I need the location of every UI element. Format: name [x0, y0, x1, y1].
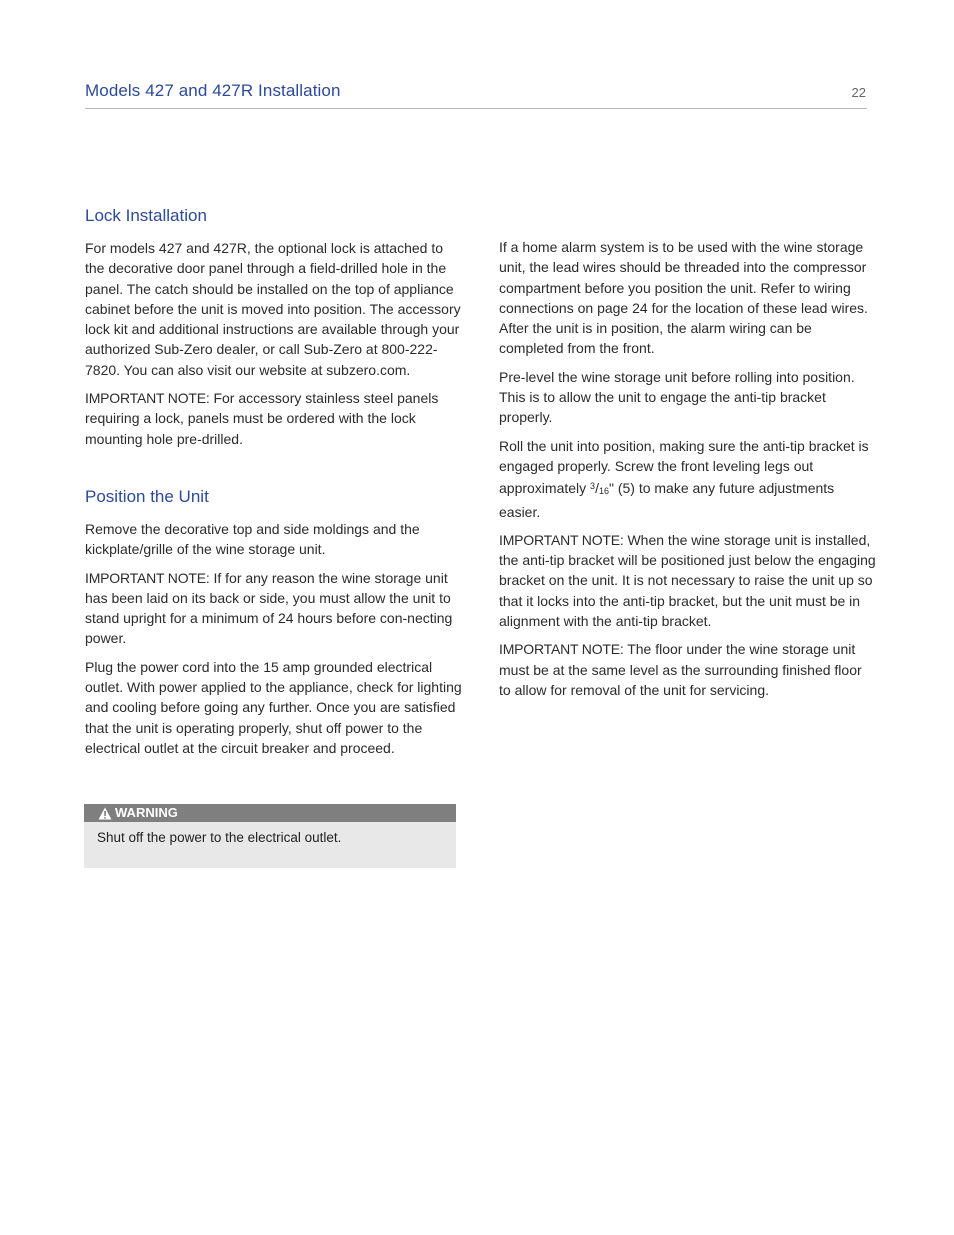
fraction-denominator: 16 [598, 486, 609, 497]
important-note-label: IMPORTANT NOTE: [499, 641, 624, 658]
alarm-paragraph: If a home alarm system is to be used with the wine storage unit, the lead wires should be threaded into the compressor compartment before you position the unit. Refer to wiring connections on page 24 for the location of these lead wires. After the unit is in position, the alarm wiring can be completed from the front. [499, 239, 868, 357]
warning-label: WARNING [115, 805, 178, 820]
anti-tip-note [499, 530, 877, 631]
important-note-text: The floor under the wine storage unit must be at the same level as the surrounding finished floor to allow for removal of the unit for servicing. [499, 641, 862, 698]
important-note-text: If for any reason the wine storage unit has been laid on its back or side, you must allow the unit to stand upright for a minimum of 24 hours before con-necting power. [85, 569, 453, 647]
page-header [85, 80, 867, 109]
warning-triangle-icon [98, 807, 112, 820]
warning-text: Shut off the power to the electrical outlet. [97, 830, 342, 845]
left-column [85, 206, 463, 766]
floor-level-note [499, 639, 877, 700]
lock-installation-note [85, 388, 463, 449]
warning-box [84, 804, 456, 868]
position-unit-paragraph-2: Plug the power cord into the 15 amp grounded electrical outlet. With power applied to the appliance, check for lighting and cooling before going any further. Once you are satisfied that the unit is operating properly, shut off power to the electrical outlet at the circuit breaker and proceed. [85, 658, 462, 756]
important-note-label: IMPORTANT NOTE: [85, 569, 210, 586]
lock-installation-paragraph: For models 427 and 427R, the optional lock is attached to the decorative door panel through a field-drilled hole in the panel. The catch should be installed on the top of appliance cabinet before the unit is moved into position. The accessory lock kit and additional instructions are available through your authorized Sub-Zero dealer, or call Sub-Zero at 800-222-7820. You can also visit our website at subzero.com. [85, 240, 461, 378]
position-unit-note [85, 568, 463, 649]
pre-level-paragraph: Pre-level the wine storage unit before rolling into position. This is to allow the unit to engage the anti-tip bracket properly. [499, 368, 855, 426]
roll-unit-paragraph: Roll the unit into position, making sure the anti-tip bracket is engaged properly. Screw the front leveling legs out approximately $^3/_{16}$" (5) to make any future adjustments easier. [499, 437, 869, 520]
important-note-text: For accessory stainless steel panels requiring a lock, panels must be ordered with the lock mounting hole pre-drilled. [85, 390, 439, 447]
important-note-label: IMPORTANT NOTE: [499, 531, 624, 548]
important-note-text: When the wine storage unit is installed, the anti-tip bracket will be positioned just below the engaging bracket on the unit. It is not necessary to raise the unit up so that it locks into the anti-tip bracket, but the unit must be in alignment with the anti-tip bracket. [499, 531, 876, 630]
right-column [499, 237, 877, 708]
position-unit-paragraph-1: Remove the decorative top and side moldings and the kickplate/grille of the wine storage unit. [85, 520, 420, 558]
lock-installation-heading: Lock Installation [85, 206, 207, 225]
page-title: Models 427 and 427R Installation [85, 81, 341, 100]
important-note-label: IMPORTANT NOTE: [85, 390, 210, 407]
warning-header [84, 804, 456, 822]
position-unit-heading: Position the Unit [85, 486, 209, 506]
fraction-numerator: 3 [590, 481, 596, 492]
page-number: 22 [851, 85, 866, 100]
